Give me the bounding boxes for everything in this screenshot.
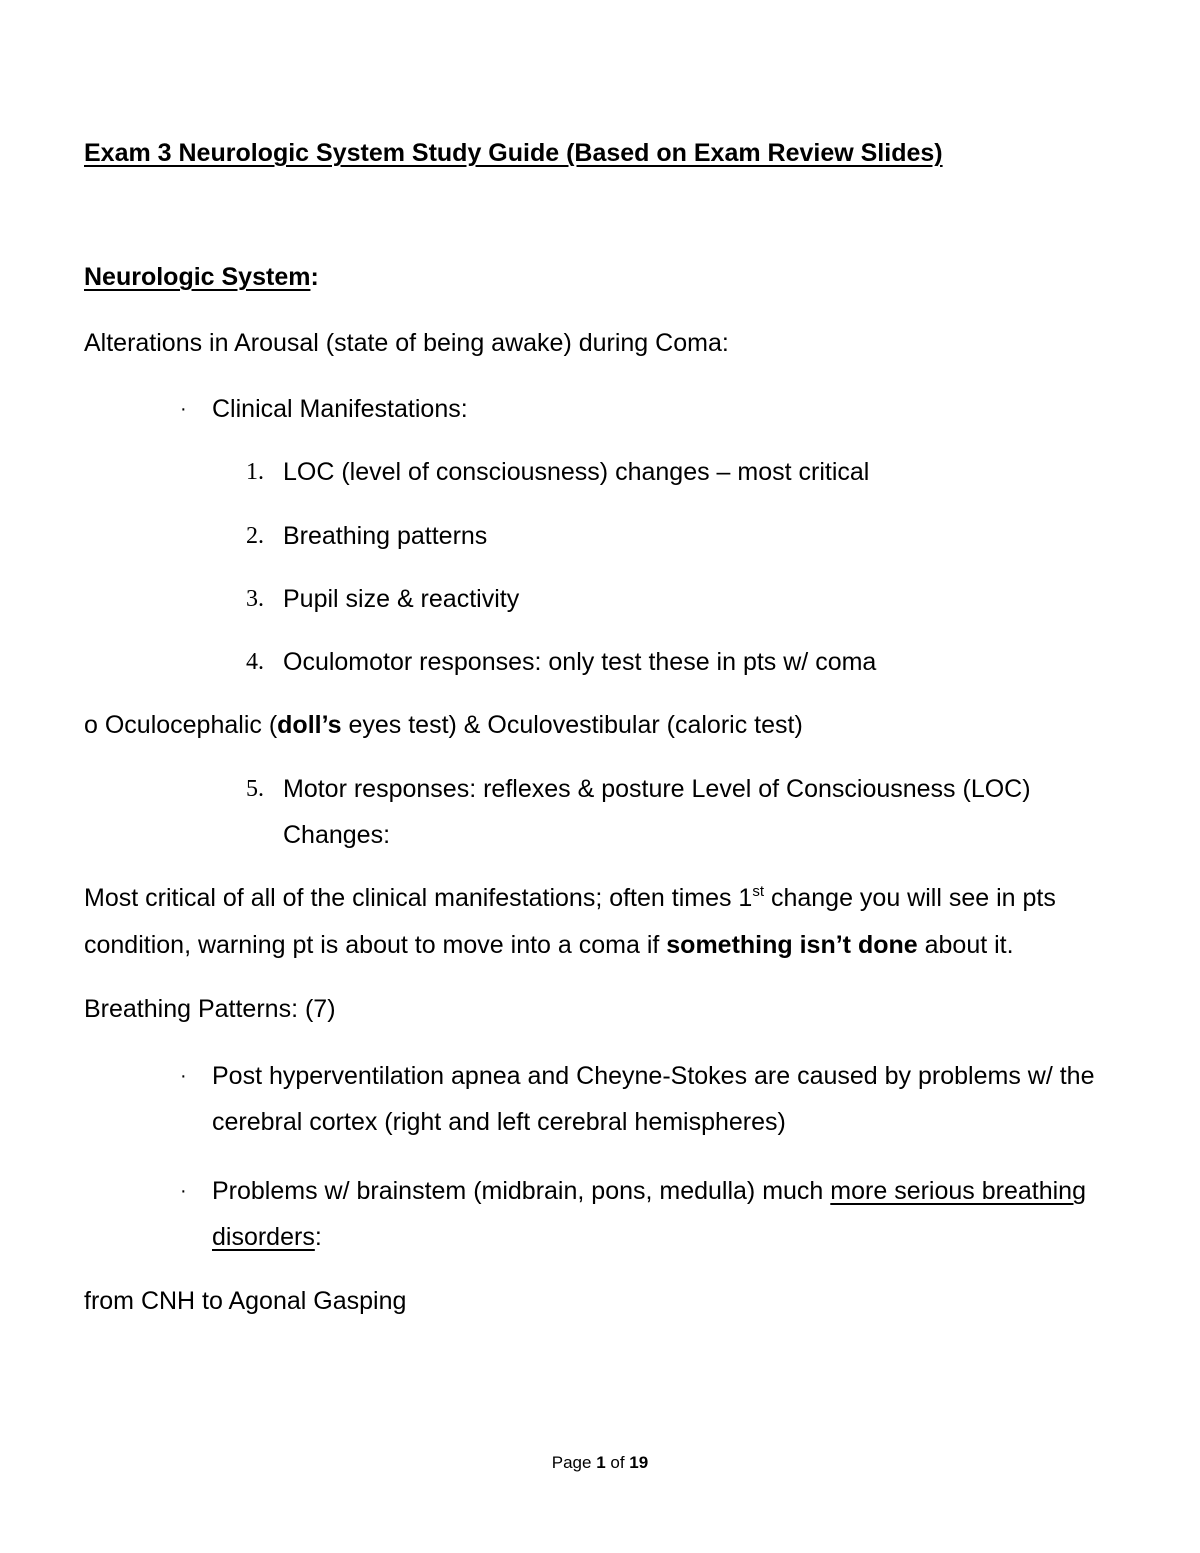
- breathing-heading: Breathing Patterns: (7): [84, 995, 336, 1023]
- footer-page-total: 19: [629, 1453, 649, 1472]
- list-item-number: 2.: [246, 523, 264, 549]
- section-heading: [84, 262, 319, 292]
- arousal-heading: Alterations in Arousal (state of being awake) during Coma:: [84, 329, 729, 357]
- list-item-text-continuation: Changes:: [283, 821, 391, 849]
- list-item-text: Breathing patterns: [283, 522, 488, 550]
- page-footer: [0, 1451, 1200, 1475]
- loc-text-b: change you will see in pts: [764, 884, 1056, 912]
- section-heading-colon: :: [310, 263, 319, 291]
- list-item-number: 5.: [246, 776, 264, 802]
- loc-text-d: about it.: [917, 931, 1014, 959]
- breathing-bullet-line-1: Post hyperventilation apnea and Cheyne-Stokes are caused by problems w/ the: [212, 1062, 1095, 1090]
- section-heading-text: Neurologic System: [84, 263, 311, 291]
- footer-of-word: of: [605, 1453, 630, 1472]
- breathing-bullet-2-underlined-2: disorders: [212, 1223, 315, 1251]
- loc-text-a: Most critical of all of the clinical manifestations; often times 1: [84, 884, 753, 912]
- clinical-manifestations-label: Clinical Manifestations:: [212, 395, 468, 423]
- breathing-bullet-2-line-1: [212, 1176, 1086, 1206]
- oculo-prefix: o Oculocephalic (: [84, 711, 278, 739]
- loc-paragraph-line-2: [84, 930, 1014, 960]
- footer-page-word: Page: [551, 1453, 597, 1472]
- list-item-number: 3.: [246, 586, 264, 612]
- bullet-dot-icon: ·: [180, 1180, 187, 1202]
- breathing-bullet-line-2: cerebral cortex (right and left cerebral hemispheres): [212, 1108, 786, 1136]
- loc-bold-text: something isn’t done: [666, 931, 918, 959]
- oculo-line: [84, 710, 803, 740]
- loc-text-c: condition, warning pt is about to move into a coma if: [84, 931, 667, 959]
- breathing-bullet-2-underlined: more serious breathing: [830, 1177, 1086, 1205]
- list-item-number: 4.: [246, 649, 264, 675]
- bullet-dot-icon: ·: [180, 1065, 187, 1087]
- bullet-dot-icon: ·: [180, 398, 187, 420]
- breathing-bullet-2-colon: :: [314, 1223, 322, 1251]
- list-item-text: LOC (level of consciousness) changes – most critical: [283, 458, 870, 486]
- loc-paragraph-line-1: [84, 883, 1056, 913]
- oculo-bold: doll’s: [277, 711, 342, 739]
- oculo-suffix: eyes test) & Oculovestibular (caloric test): [341, 711, 803, 739]
- document-title: Exam 3 Neurologic System Study Guide (Based on Exam Review Slides): [84, 139, 943, 167]
- closing-line: from CNH to Agonal Gasping: [84, 1287, 407, 1315]
- loc-superscript: st: [752, 883, 765, 900]
- list-item-text: Pupil size & reactivity: [283, 585, 520, 613]
- breathing-bullet-2-line-2: [212, 1222, 322, 1252]
- list-item-number: 1.: [246, 459, 264, 485]
- breathing-bullet-2-text: Problems w/ brainstem (midbrain, pons, medulla) much: [212, 1177, 831, 1205]
- list-item-text: Oculomotor responses: only test these in pts w/ coma: [283, 648, 877, 676]
- footer-page-number: 1: [596, 1453, 606, 1472]
- list-item-text: Motor responses: reflexes & posture Level of Consciousness (LOC): [283, 775, 1031, 803]
